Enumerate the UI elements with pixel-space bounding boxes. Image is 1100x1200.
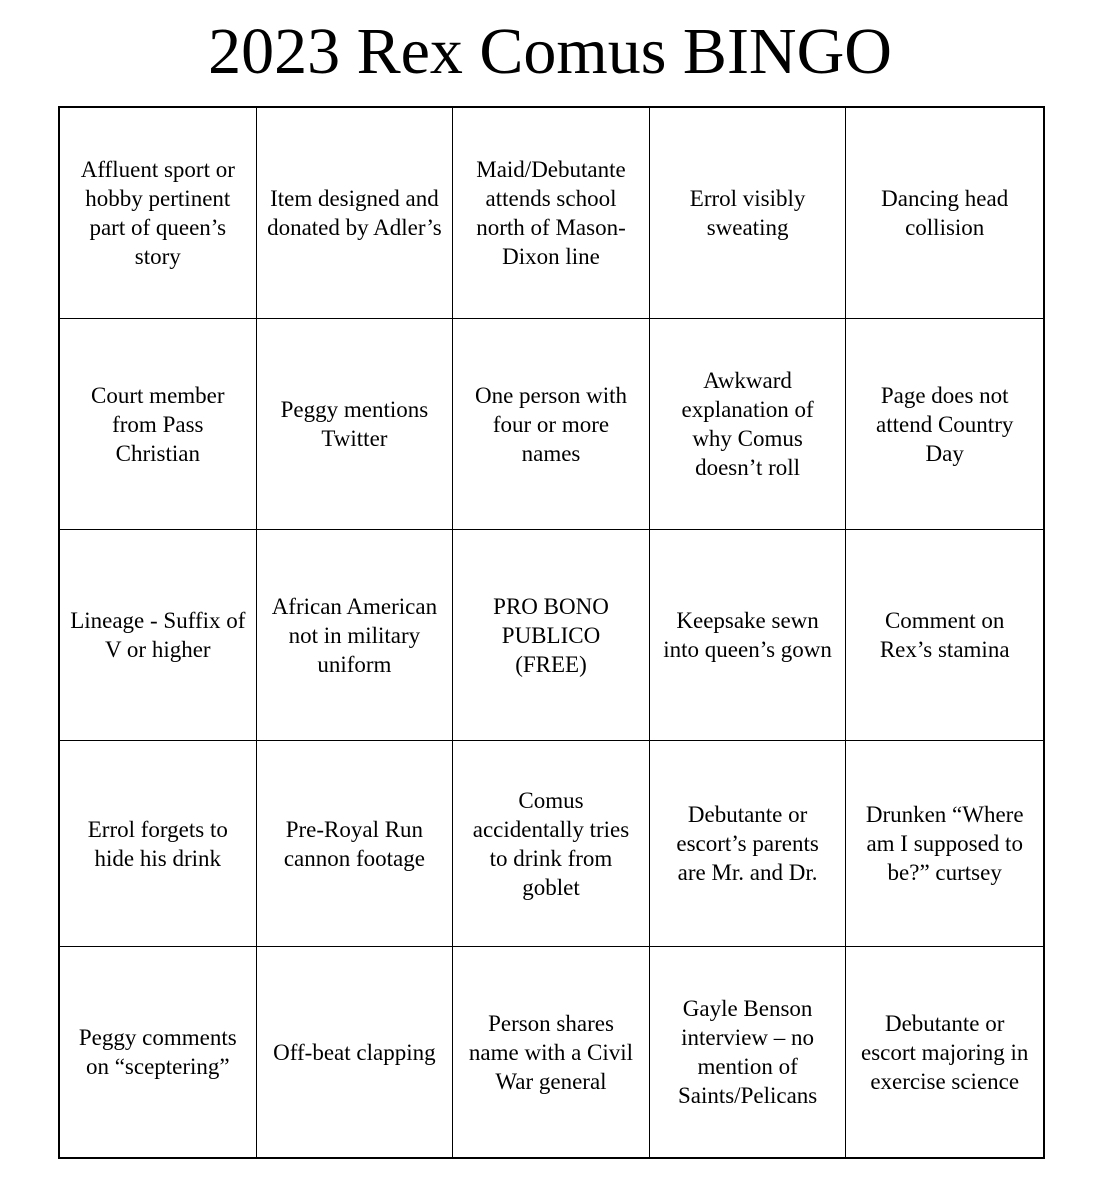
bingo-cell-label: Item designed and donated by Adler’s [267,186,442,240]
bingo-cell-label: Awkward explanation of why Comus doesn’t roll [681,368,814,480]
bingo-cell[interactable] [846,530,1043,741]
bingo-cell-label: PRO BONO PUBLICO (FREE) [493,593,609,677]
bingo-cell[interactable] [846,741,1043,947]
bingo-cell[interactable] [453,108,650,319]
bingo-cell[interactable] [846,319,1043,530]
bingo-cell-label: Errol visibly sweating [689,186,806,240]
bingo-cell[interactable] [257,530,454,741]
bingo-cell-label: Dancing head collision [881,186,1009,240]
bingo-free-space[interactable] [453,530,650,741]
bingo-cell-label: Person shares name with a Civil War general [468,1010,634,1094]
bingo-cell-label: Drunken “Where am I supposed to be?” curtsey [865,802,1024,885]
bingo-cell[interactable] [650,947,847,1157]
bingo-cell-label: African American not in military uniform [271,593,438,677]
bingo-cell-label: Peggy comments on “sceptering” [78,1025,237,1079]
bingo-cell[interactable] [60,741,257,947]
bingo-cell[interactable] [60,947,257,1157]
bingo-cell[interactable] [60,108,257,319]
bingo-cell-label: Debutante or escort majoring in exercise science [861,1010,1029,1094]
bingo-board [58,106,1045,1159]
bingo-cell[interactable] [846,108,1043,319]
bingo-cell[interactable] [60,530,257,741]
bingo-cell-label: Peggy mentions Twitter [280,397,429,451]
bingo-cell-label: One person with four or more names [474,382,627,466]
bingo-cell-label: Comment on Rex’s stamina [879,608,1010,662]
bingo-cell[interactable] [650,741,847,947]
bingo-cell[interactable] [60,319,257,530]
bingo-cell[interactable] [650,319,847,530]
bingo-cell-label: Maid/Debutante attends school north of Mason-Dixon line [476,157,626,269]
bingo-cell-label: Pre-Royal Run cannon footage [283,816,425,871]
page-title: 2023 Rex Comus BINGO [208,15,892,88]
bingo-cell[interactable] [846,947,1043,1157]
bingo-cell[interactable] [650,108,847,319]
bingo-cell[interactable] [257,947,454,1157]
bingo-cell-label: Errol forgets to hide his drink [87,816,228,871]
bingo-cell-label: Page does not attend Country Day [876,382,1014,466]
bingo-cell-label: Affluent sport or hobby pertinent part of queen’s story [80,157,235,269]
bingo-cell-label: Debutante or escort’s parents are Mr. and Dr. [676,802,819,885]
bingo-cell-label: Court member from Pass Christian [91,382,225,466]
bingo-cell-label: Lineage - Suffix of V or higher [70,608,246,662]
bingo-cell[interactable] [453,319,650,530]
bingo-cell[interactable] [453,947,650,1157]
bingo-cell-label: Gayle Benson interview – no mention of Saints/Pelicans [677,996,818,1108]
bingo-cell[interactable] [257,319,454,530]
bingo-cell-label: Keepsake sewn into queen’s gown [663,608,832,662]
bingo-cell-label: Comus accidentally tries to drink from goblet [472,787,630,900]
bingo-cell[interactable] [257,741,454,947]
bingo-cell[interactable] [453,741,650,947]
bingo-cell-label: Off-beat clapping [273,1039,436,1065]
bingo-cell[interactable] [257,108,454,319]
bingo-cell[interactable] [650,530,847,741]
